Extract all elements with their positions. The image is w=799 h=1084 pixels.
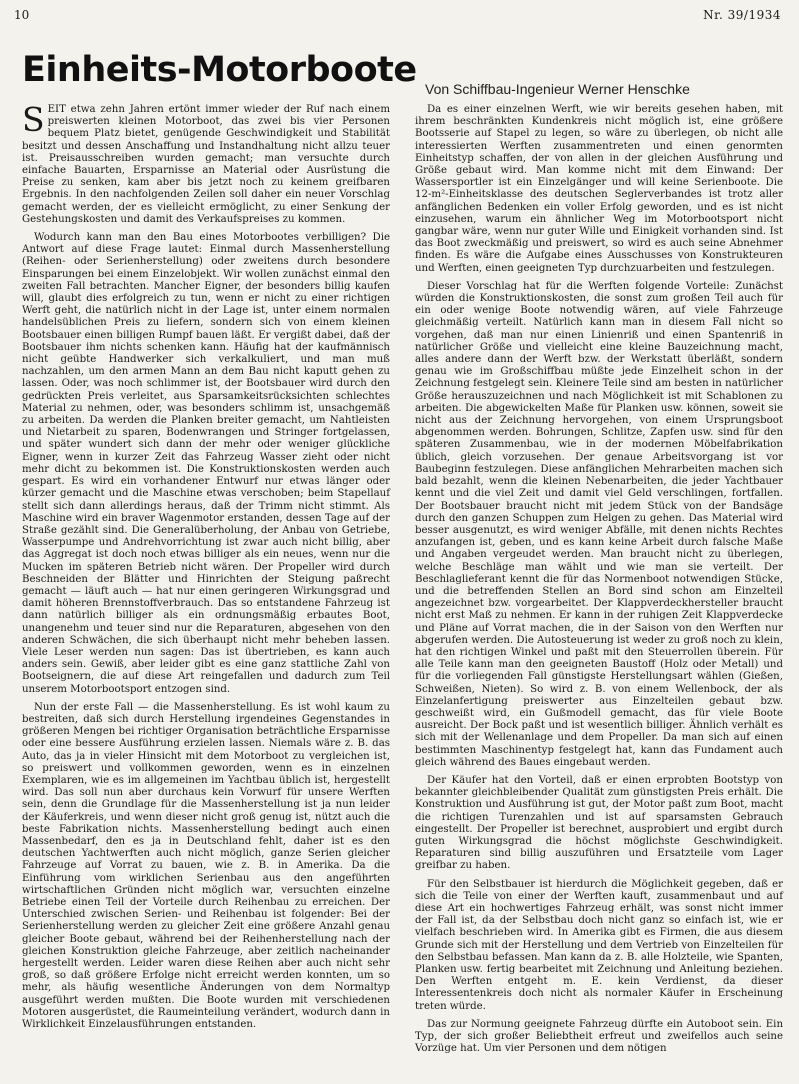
left-column [22,100,390,1037]
paragraph: Nun der erste Fall — die Massenherstellung. Es ist wohl kaum zu bestreiten, daß sich durch Herstellung irgendeines Gegenstandes in größeren Mengen bei richtiger Organisation beträchtliche Ersparnisse oder eine bessere Ausführung erzielen lassen. Niemals wäre z. B. das Auto, das ja in vieler Hinsicht mit dem Motorboot zu vergleichen ist, so preiswert und vollkommen geworden, wenn es in einzelnen Exemplaren, wie es im allgemeinen im Yachtbau üblich ist, hergestellt wird. Das soll nun aber durchaus kein Vorwurf für unsere Werften sein, denn die Grundlage für die Massenherstellung ist ja nun leider der Käuferkreis, und wenn dieser nicht groß genug ist, nützt auch die beste Fabrikation nichts. Massenherstellung bedingt auch einen Massenbedarf, den es ja in Deutschland fehlt, daher ist es den deutschen Yachtwerften auch nicht möglich, ganze Serien gleicher Fahrzeuge auf Vorrat zu bauen, wie z. B. in Amerika. Da die Einführung vom wirklichen Serienbau aus den angeführten wirtschaftlichen Gründen nicht möglich war, versuchten einzelne Betriebe einen Teil der Vorteile durch Reihenbau zu erreichen. Der Unterschied zwischen Serien- und Reihenbau ist folgender: Bei der Serienherstellung werden zu gleicher Zeit eine größere Anzahl genau gleicher Boote gebaut, während bei der Reihenherstellung nach der gleichen Konstruktion gleiche Fahrzeuge, aber zeitlich nacheinander hergestellt werden. Leider waren diese Reihen aber auch nicht sehr groß, so daß größere Erfolge nicht erreicht werden konnten, um so mehr, als häufig wesentliche Änderungen von dem Normaltyp ausgeführt werden mußten. Die Boote wurden mit verschiedenen Motoren ausgerüstet, die Raumeinteilung verändert, wodurch dann in Wirklichkeit Einzelausführungen entstanden. [22,701,390,1031]
article-title: Einheits-Motorboote [22,50,417,90]
paragraph: Für den Selbstbauer ist hierdurch die Möglichkeit gegeben, daß er sich die Teile von einer der Werften kauft, zusammenbaut und auf diese Art ein hochwertiges Fahrzeug erhält, was sonst nicht immer der Fall ist, da der Selbstbau doch nicht ganz so einfach ist, wie er vielfach beschrieben wird. In Amerika gibt es Firmen, die aus diesem Grunde sich mit der Herstellung und dem Vertrieb von Einzelteilen für den Selbstbau befassen. Man kann da z. B. alle Holzteile, wie Spanten, Planken usw. fertig bearbeitet mit Zeichnung und Anleitung beziehen. Den Werften entgeht m. E. kein Verdienst, da dieser Interessentenkreis doch nicht als normaler Käufer in Erscheinung treten würde. [415,878,783,1012]
paragraph: Dieser Vorschlag hat für die Werften folgende Vorteile: Zunächst würden die Konstruktionskosten, die sonst zum großen Teil auch für ein oder wenige Boote notwendig wären, auf viele Fahrzeuge gleichmäßig verteilt. Natürlich kann man in diesem Fall nicht so vorgehen, daß man nur einen Linienriß und einen Spantenriß in natürlicher Größe und vielleicht eine kleine Bauzeichnung macht, alles andere dann der Werft bzw. der Werkstatt überläßt, sondern genau wie im Großschiffbau müßte jede Einzelheit schon in der Zeichnung festgelegt sein. Kleinere Teile sind am besten in natürlicher Größe herauszuzeichnen und nach Möglichkeit ist mit Schablonen zu arbeiten. Die abgewickelten Maße für Planken usw. können, soweit sie nicht aus der Zeichnung hervorgehen, von einem Ursprungsboot abgenommen werden. Bohrungen, Schlitze, Zapfen usw. sind für den späteren Zusammenbau, wie in der modernen Möbelfabrikation üblich, gleich vorzusehen. Der genaue Arbeitsvorgang ist vor Baubeginn festzulegen. Diese anfänglichen Mehrarbeiten machen sich bald bezahlt, wenn die kleinen Nebenarbeiten, die jeder Yachtbauer kennt und die viel Zeit und damit viel Geld verschlingen, fortfallen. Der Bootsbauer braucht nicht mit jedem Stück von der Bandsäge durch den ganzen Schuppen zum Helgen zu gehen. Das Material wird besser ausgenutzt, es wird weniger Abfälle, mit denen nichts Rechtes anzufangen ist, geben, und es kann keine Arbeit durch falsche Maße und Angaben vergeudet werden. Man braucht nicht zu überlegen, welche Beschläge man wählt und wie man sie verteilt. Der Beschlaglieferant kennt die für das Normenboot notwendigen Stücke, und die betreffenden Stellen an Bord sind schon am Einzelteil angezeichnet bzw. vorgearbeitet. Der Klappverdeckhersteller braucht nicht erst Maß zu nehmen. Er kann in der ruhigen Zeit Klappverdecke und Pläne auf Vorrat machen, die in der Saison von den Werften nur abgerufen werden. Die Autosteuerung ist weder zu groß noch zu klein, hat den richtigen Winkel und paßt mit den Steuerrollen überein. Für alle Teile kann man den geeigneten Baustoff (Holz oder Metall) und für die vorliegenden Fall günstigste Herstellungsart wählen (Gießen, Schweißen, Nieten). So wird z. B. von einem Wellenbock, der als Einzelanfertigung preiswerter aus Einzelteilen gebaut bzw. geschweißt wird, ein Gußmodell gemacht, das für viele Boote ausreicht. Der Bock paßt und ist wesentlich billiger. Ähnlich verhält es sich mit der Wellenanlage und dem Propeller. Da man sich auf einen bestimmten Maschinentyp festgelegt hat, kann das Fundament auch gleich während des Baues eingebaut werden. [415,280,783,768]
article-author: Von Schiffbau-Ingenieur Werner Henschke [425,81,690,97]
page-number: 10 [14,8,30,22]
paragraph: Das zur Normung geeignete Fahrzeug dürfte ein Autoboot sein. Ein Typ, der sich großer Beliebtheit erfreut und zweifellos auch seine Vorzüge hat. Um vier Personen und dem nötigen [415,1018,783,1055]
paragraph: Der Käufer hat den Vorteil, daß er einen erprobten Bootstyp von bekannter gleichbleibender Qualität zum günstigsten Preis erhält. Die Konstruktion und Ausführung ist gut, der Motor paßt zum Boot, macht die richtigen Turenzahlen und ist auf sparsamsten Gebrauch eingestellt. Der Propeller ist berechnet, ausprobiert und ergibt durch guten Wirkungsgrad die höchst möglichste Geschwindigkeit. Reparaturen sind billig auszuführen und Ersatzteile vom Lager greifbar zu haben. [415,774,783,872]
right-column [415,104,783,1061]
paragraph: Wodurch kann man den Bau eines Motorbootes verbilligen? Die Antwort auf diese Frage lautet: Einmal durch Massenherstellung (Reihen- oder Serienherstellung) oder zweitens durch besondere Einsparungen bei einem Einzelobjekt. Wir wollen zunächst einmal den zweiten Fall betrachten. Mancher Eigner, der besonders billig kaufen will, glaubt dies erfolgreich zu tun, wenn er nicht zu einer richtigen Werft geht, die natürlich nicht in der Lage ist, unter einem normalen handelsüblichen Preis zu liefern, sondern sich von einem kleinen Bootsbauer einen billigen Rumpf bauen läßt. Er vergißt dabei, daß der Bootsbauer ihm nichts schenken kann. Häufig hat der kaufmännisch nicht geübte Handwerker sich verkalkuliert, und man muß nachzahlen, um den armen Mann an dem Bau nicht kaputt gehen zu lassen. Oder, was noch schlimmer ist, der Bootsbauer wird durch den gedrückten Preis verleitet, aus Sparsamkeitsrücksichten schlechtes Material zu nehmen, oder, was besonders schlimm ist, unsachgemäß zu arbeiten. Da werden die Planken breiter gemacht, um Nahtleisten und Nietarbeit zu sparen, Bodenwrangen und Stringer fortgelassen, und später wundert sich dann der mehr oder weniger glückliche Eigner, wenn in kurzer Zeit das Fahrzeug Wasser zieht oder nicht mehr dicht zu bekommen ist. Die Konstruktionskosten werden auch gespart. Es wird ein vorhandener Entwurf nur etwas länger oder kürzer gemacht und die Maschine etwas verschoben; beim Stapellauf stellt sich dann allerdings heraus, daß der Trimm nicht stimmt. Als Maschine wird ein braver Wagenmotor erstanden, dessen Tage auf der Straße gezählt sind. Die Generalüberholung, der Anbau von Getriebe, Wasserpumpe und Andrehvorrichtung ist zwar auch nicht billig, aber das Aggregat ist doch noch etwas billiger als ein neues, wenn nur die Mucken im späteren Betrieb nicht wären. Der Propeller wird durch Beschneiden der Blätter und Hinrichten der Steigung paßrecht gemacht — läuft auch — hat nur einen geringeren Wirkungsgrad und damit höheren Brennstoffverbrauch. Das so entstandene Fahrzeug ist dann natürlich billiger als ein ordnungsmäßig erbautes Boot, unangenehm und teuer sind nur die Reparaturen, abgesehen von den anderen Schwächen, die sich überhaupt nicht mehr beheben lassen. Viele Leser werden nun sagen: Das ist übertrieben, es kann auch anders sein. Gewiß, aber leider gibt es eine ganz stattliche Zahl von Bootseignern, die auf diese Art reingefallen und dadurch zum Teil unserem Motorbootsport entzogen sind. [22,232,390,695]
paragraph [22,100,390,226]
paragraph: Da es einer einzelnen Werft, wie wir bereits gesehen haben, mit ihrem beschränkten Kundenkreis nicht möglich ist, eine größere Bootsserie auf Stapel zu legen, so wäre zu überlegen, ob nicht alle interessierten Werften zusammentreten und einen genormten Einheitstyp schaffen, der von allen in der gleichen Ausführung und Größe gebaut wird. Man komme nicht mit dem Einwand: Der Wassersportler ist ein Einzelgänger und will keine Serienboote. Die 12-m²-Einheitsklasse des deutschen Seglerverbandes ist trotz aller anfänglichen Bedenken ein voller Erfolg geworden, und es ist nicht einzusehen, warum ein ähnlicher Weg im Motorbootsport nicht gangbar wäre, wenn nur guter Wille und Einigkeit vorhanden sind. Ist das Boot zweckmäßig und preiswert, so wird es auch seine Abnehmer finden. Es wäre die Aufgabe eines Ausschusses von Konstrukteuren und Werften, einen geeigneten Typ durchzuarbeiten und festzulegen. [415,104,783,274]
paragraph-text: EIT etwa zehn Jahren ertönt immer wieder der Ruf nach einem preiswerten kleinen Motorboot, das zwei bis vier Personen bequem Platz bietet, genügende Geschwindigkeit und Stabilität besitzt und dessen Anschaffung und Instandhaltung nicht allzu teuer ist. Preisausschreiben wurden gemacht; man versuchte durch einfache Bauarten, Ersparnisse an Material oder Ausrüstung die Preise zu senken, kam aber bis jetzt noch zu keinem greifbaren Ergebnis. In den nachfolgenden Zeilen soll daher ein neuer Vorschlag gemacht werden, der es vielleicht ermöglicht, zu einer Senkung der Gestehungskosten und damit des Verkaufspreises zu kommen. [22,104,390,225]
issue-number: Nr. 39/1934 [703,8,781,22]
drop-cap: S [22,100,45,139]
